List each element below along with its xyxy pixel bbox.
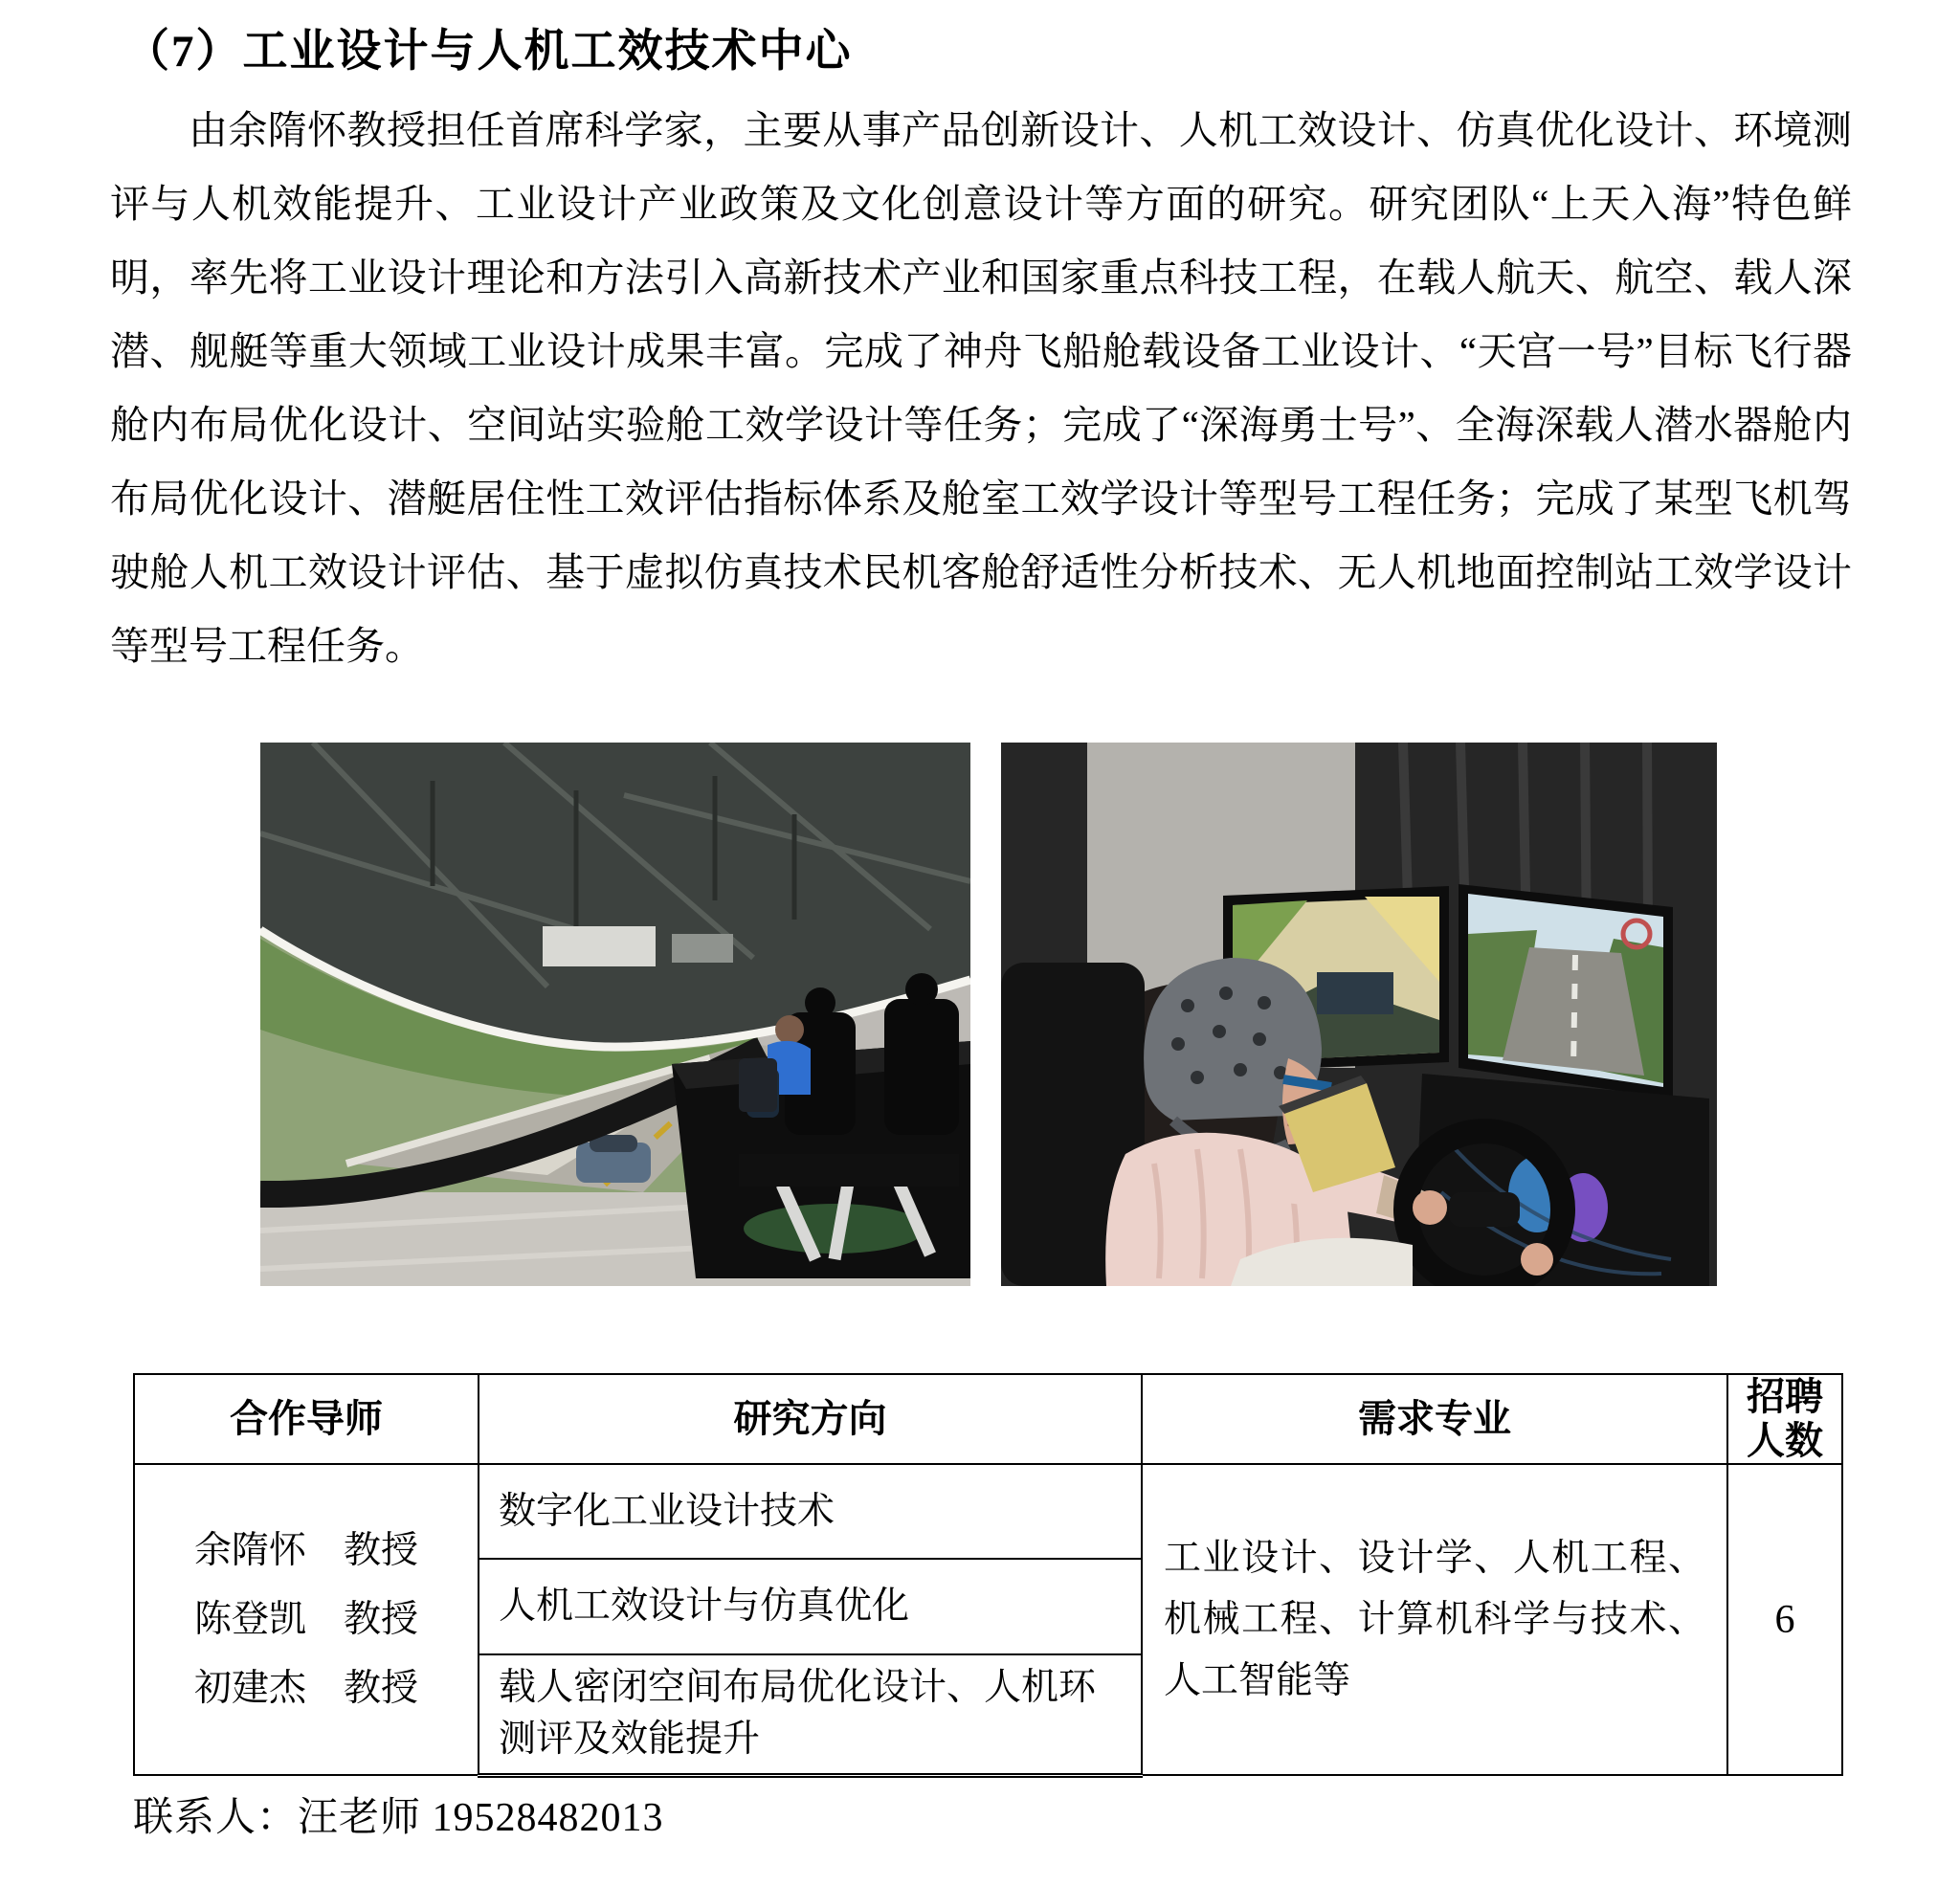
research-direction-cell: 载人密闭空间布局优化设计、人机环测评及效能提升: [479, 1654, 1142, 1775]
mentor-name: 初建杰 教授: [193, 1667, 418, 1709]
mentor-name: 余隋怀 教授: [193, 1529, 418, 1571]
required-majors-cell: 工业设计、设计学、人机工程、机械工程、计算机科学与技术、人工智能等: [1142, 1464, 1727, 1775]
photo-driving-simulator-lab: [260, 743, 970, 1286]
eeg-driving-illustration: [1001, 743, 1717, 1286]
column-header-mentor: 合作导师: [134, 1374, 479, 1464]
recruitment-table: [133, 1373, 1843, 1778]
mentor-name: 陈登凯 教授: [193, 1598, 418, 1640]
intro-paragraph: 由余隋怀教授担任首席科学家，主要从事产品创新设计、人机工效设计、仿真优化设计、环境测评与人机效能提升、工业设计产业政策及文化创意设计等方面的研究。研究团队“上天入海”特色鲜明，率先将工业设计理论和方法引入高新技术产业和国家重点科技工程，在载人航天、航空、载人深潜、舰艇等重大领域工业设计成果丰富。完成了神舟飞船舱载设备工业设计、“天宫一号”目标飞行器舱内布局优化设计、空间站实验舱工效学设计等任务；完成了“深海勇士号”、全海深载人潜水器舱内布局优化设计、潜艇居住性工效评估指标体系及舱室工效学设计等型号工程任务；完成了某型飞机驾驶舱人机工效设计评估、基于虚拟仿真技术民机客舱舒适性分析技术、无人机地面控制站工效学设计等型号工程任务。: [110, 108, 1852, 668]
photo-eeg-driving-test: [1001, 743, 1717, 1286]
driving-simulator-illustration: [260, 743, 970, 1286]
column-header-headcount: 招聘人数: [1727, 1374, 1842, 1464]
research-direction-cell: 数字化工业设计技术: [479, 1464, 1142, 1559]
page-title: （7）工业设计与人机工效技术中心: [124, 27, 853, 77]
column-header-direction: 研究方向: [479, 1374, 1142, 1464]
headcount-cell: 6: [1727, 1464, 1842, 1775]
column-header-major: 需求专业: [1142, 1374, 1727, 1464]
contact-line: 联系人：汪老师 19528482013: [133, 1796, 664, 1840]
mentor-list-cell: [134, 1464, 479, 1775]
research-direction-cell: 人机工效设计与仿真优化: [479, 1559, 1142, 1654]
